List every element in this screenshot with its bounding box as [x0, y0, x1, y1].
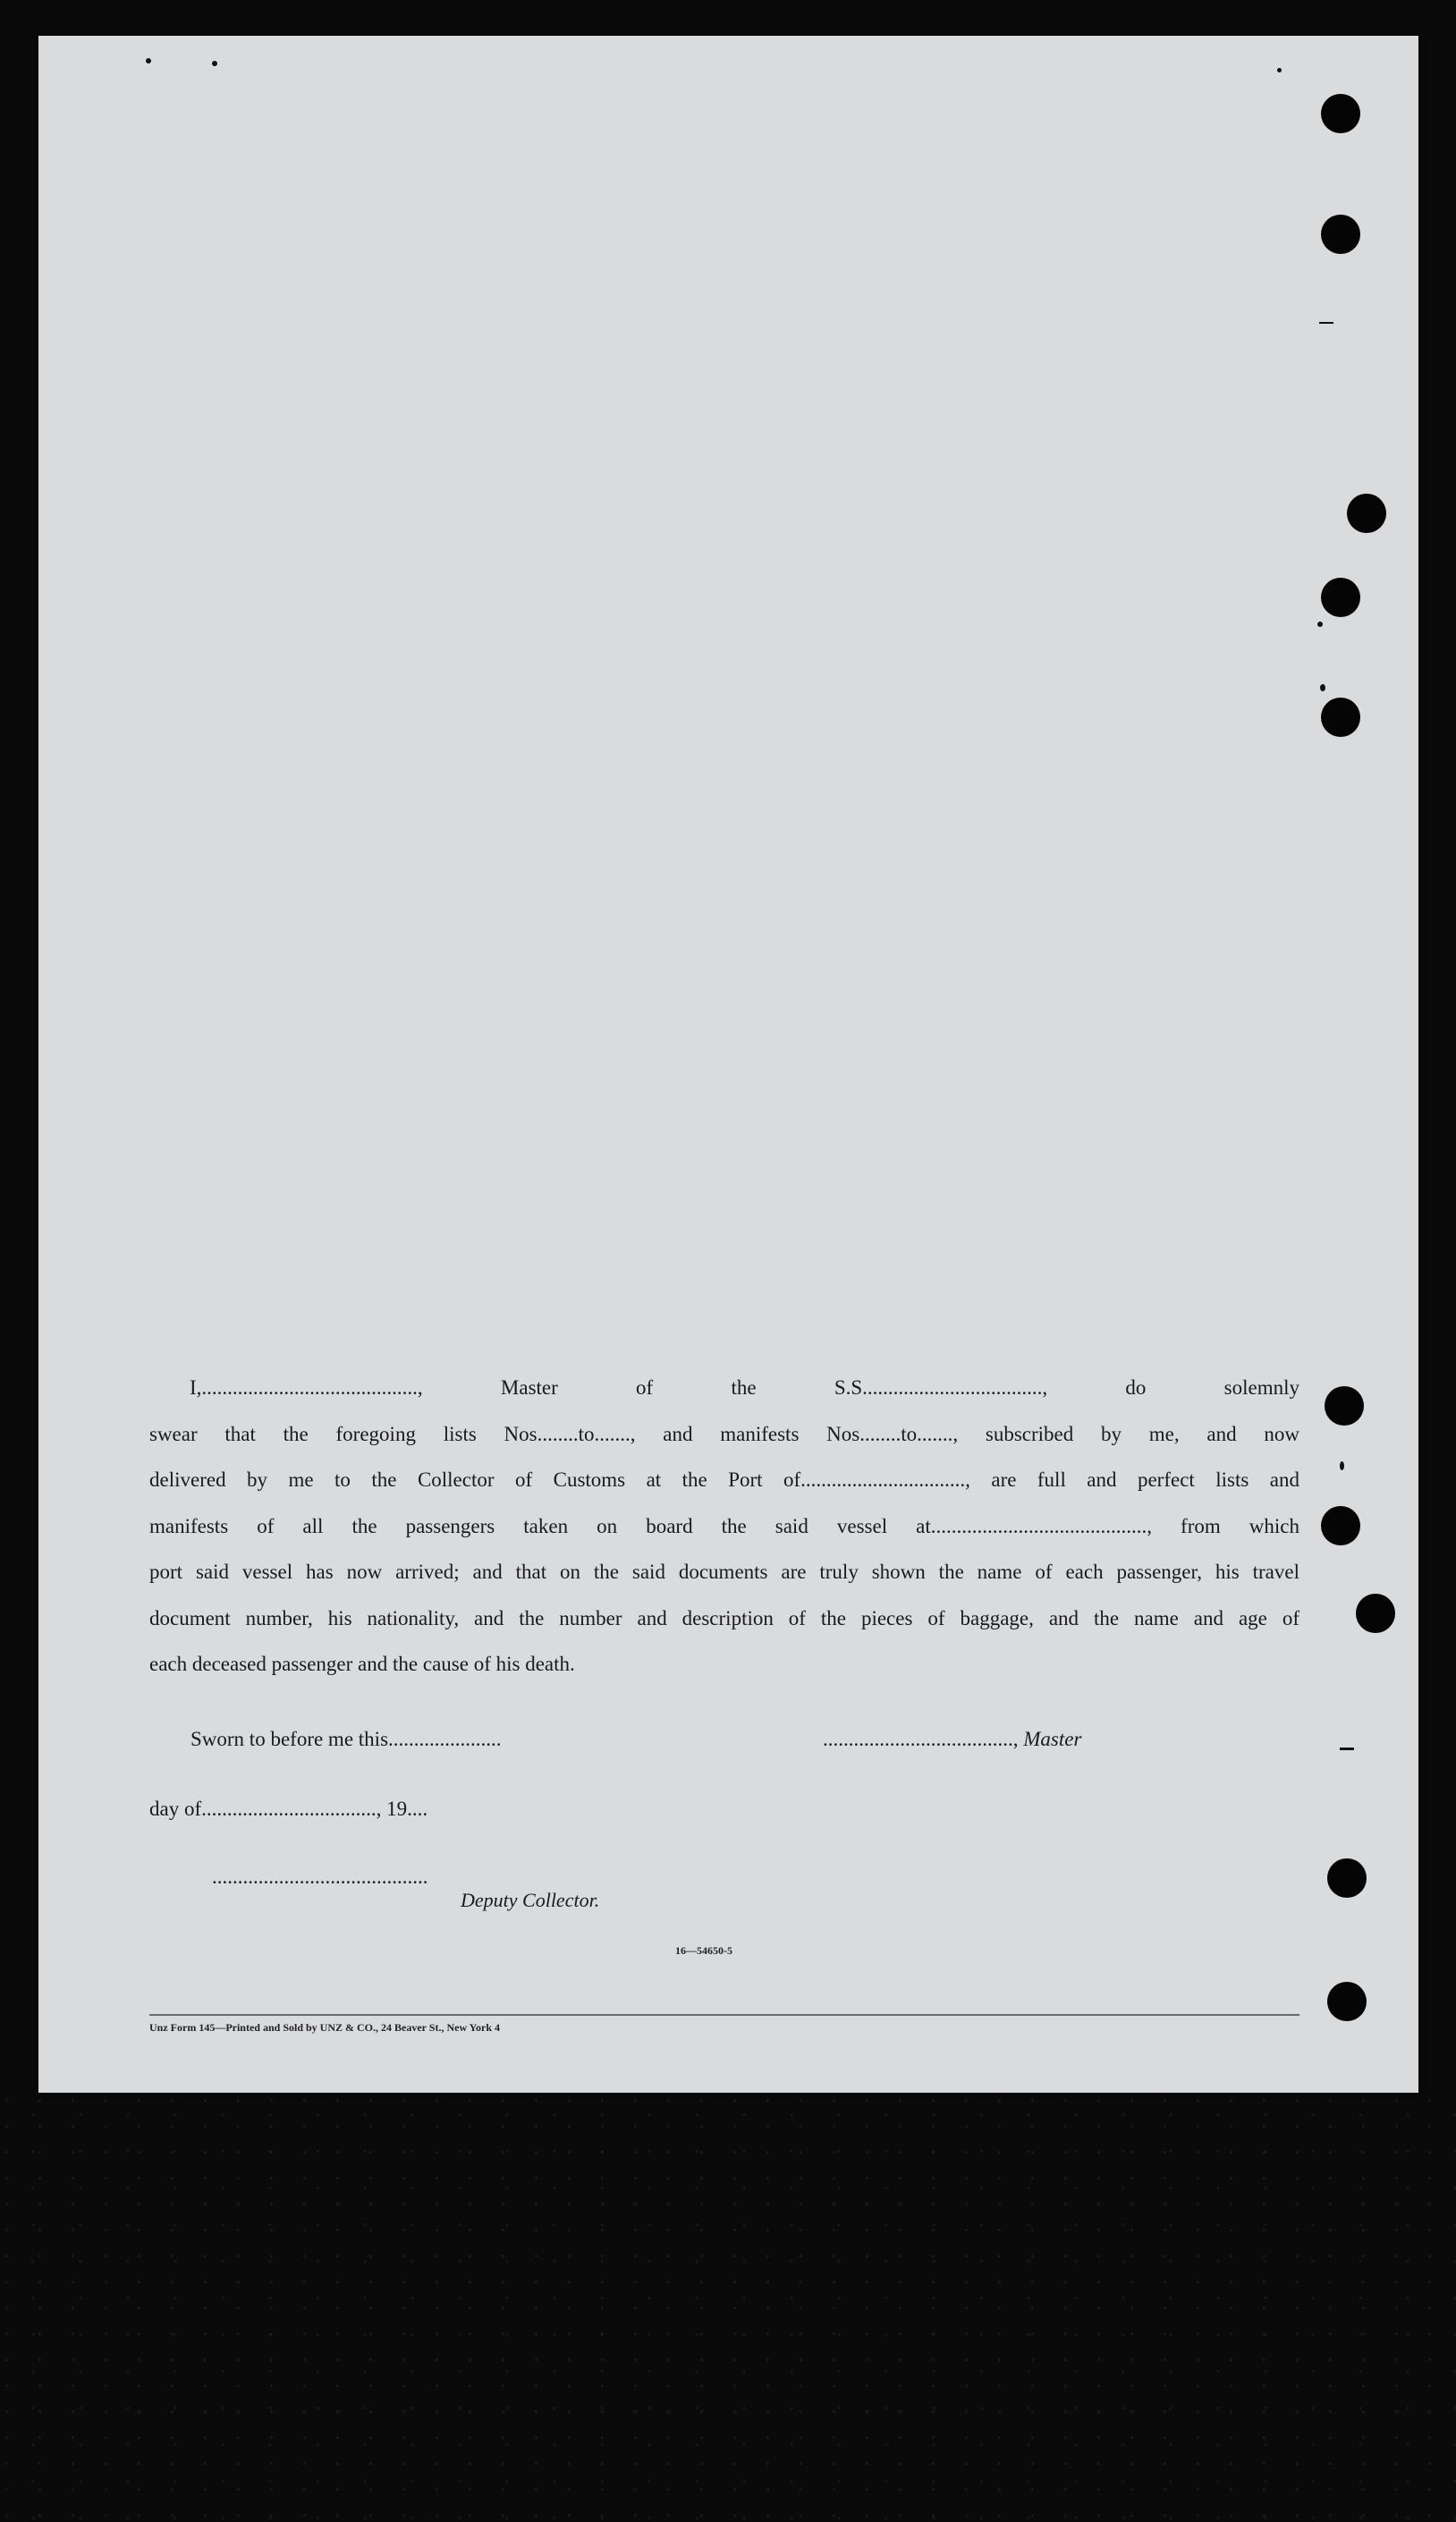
- master-signature-dots: .....................................,: [823, 1728, 1024, 1750]
- oath-line: each deceased passenger and the cause of his death.: [149, 1653, 575, 1675]
- oath-line: delivered by me to the Collector of Customs at the Port of................................, are full and perfect lists and: [149, 1468, 1299, 1491]
- sworn-before-label: Sworn to before me this......................: [190, 1728, 502, 1750]
- speck: [1340, 1461, 1344, 1470]
- deputy-collector-dots: ..........................................: [212, 1866, 428, 1888]
- day-of-line: day of.................................., 19....: [149, 1798, 428, 1820]
- punch-hole: [1321, 578, 1360, 617]
- punch-hole: [1325, 1386, 1364, 1426]
- speck: [146, 58, 151, 63]
- punch-hole: [1347, 494, 1386, 533]
- form-number: 16—54650-5: [675, 1944, 732, 1957]
- punch-hole: [1321, 94, 1360, 133]
- oath-line: swear that the foregoing lists Nos........to......., and manifests Nos........to......., subscribed by me, and now: [149, 1422, 1299, 1445]
- speck: [1340, 1748, 1354, 1750]
- printer-imprint: Unz Form 145—Printed and Sold by UNZ & CO., 24 Beaver St., New York 4: [149, 2021, 500, 2034]
- footer-rule: [149, 2014, 1299, 2016]
- oath-line: manifests of all the passengers taken on board the said vessel at.........................................., from which: [149, 1514, 1299, 1537]
- master-signature-line: [823, 1728, 1081, 1751]
- speck: [212, 61, 217, 66]
- oath-line: document number, his nationality, and the number and description of the pieces of baggage, and the name and age of: [149, 1606, 1299, 1629]
- punch-hole: [1321, 698, 1360, 737]
- punch-hole: [1356, 1594, 1395, 1633]
- master-label: Master: [1023, 1728, 1082, 1750]
- speck: [1320, 684, 1325, 691]
- scan-background-noise: [0, 2093, 1456, 2522]
- oath-line: port said vessel has now arrived; and that on the said documents are truly shown the name of each passenger, his travel: [149, 1561, 1299, 1583]
- punch-hole: [1321, 1506, 1360, 1545]
- speck: [1319, 322, 1333, 324]
- punch-hole: [1327, 1982, 1367, 2021]
- speck: [1317, 622, 1323, 627]
- oath-line: I,.........................................., Master of the S.S..................................., do solemnly: [190, 1376, 1299, 1399]
- punch-hole: [1327, 1858, 1367, 1898]
- deputy-collector-label: Deputy Collector.: [461, 1889, 600, 1911]
- form-sheet: [38, 36, 1418, 2093]
- punch-hole: [1321, 215, 1360, 254]
- speck: [1277, 68, 1282, 72]
- oath-paragraph: [149, 1365, 1299, 1688]
